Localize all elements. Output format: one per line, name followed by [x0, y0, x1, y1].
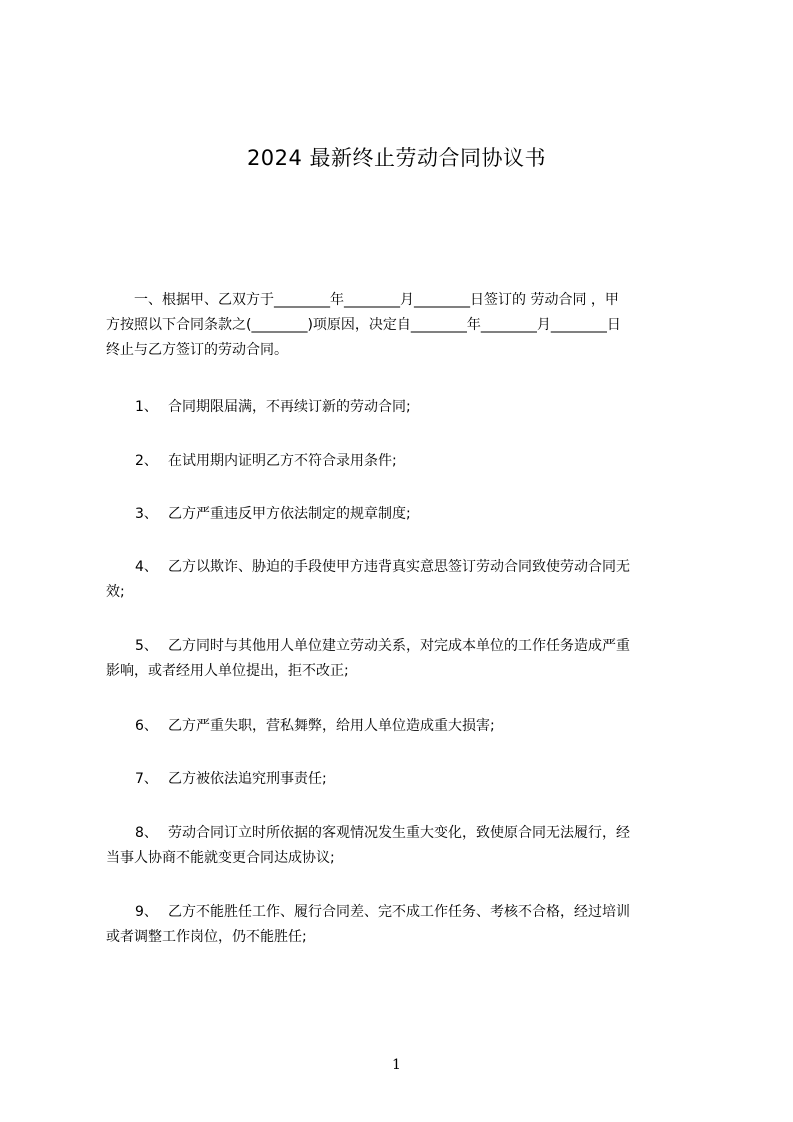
clause-text-continued: 当事人协商不能就变更合同达成协议;	[106, 850, 335, 866]
clause-item-1	[106, 395, 700, 420]
clause-text: 乙方不能胜任工作、履行合同差、完不成工作任务、考核不合格，经过培训	[168, 904, 630, 920]
clause-number: 4、	[135, 559, 158, 575]
clause-number: 3、	[135, 506, 158, 522]
page-number: 1	[392, 1057, 401, 1073]
clause-item-2	[106, 449, 700, 474]
clause-text: 乙方以欺诈、胁迫的手段使甲方违背真实意思签订劳动合同致使劳动合同无	[168, 559, 630, 575]
clause-text: 乙方同时与其他用人单位建立劳动关系，对完成本单位的工作任务造成严重	[168, 638, 630, 654]
clause-item-6	[106, 714, 700, 739]
clause-item-8	[106, 821, 700, 871]
clause-item-9	[106, 900, 700, 950]
clause-item-3	[106, 502, 700, 527]
clause-number: 8、	[135, 825, 158, 841]
clause-text: 乙方严重违反甲方依法制定的规章制度;	[168, 506, 411, 522]
intro-line-1: 一、根据甲、乙双方于________年________月________日签订的 劳动合同 ，甲	[106, 292, 619, 308]
clause-number: 2、	[135, 453, 158, 469]
clause-text-continued: 影响，或者经用人单位提出，拒不改正;	[106, 663, 349, 679]
clause-item-5	[106, 634, 700, 684]
clause-number: 9、	[135, 904, 158, 920]
clause-text: 在试用期内证明乙方不符合录用条件;	[168, 453, 397, 469]
clause-item-7	[106, 767, 700, 792]
document-title: 2024 最新终止劳动合同协议书	[246, 146, 547, 170]
clause-number: 7、	[135, 771, 158, 787]
clause-text: 劳动合同订立时所依据的客观情况发生重大变化，致使原合同无法履行，经	[168, 825, 630, 841]
clause-text: 合同期限届满，不再续订新的劳动合同;	[168, 399, 411, 415]
intro-paragraph	[106, 288, 700, 363]
clause-number: 6、	[135, 718, 158, 734]
intro-line-2: 方按照以下合同条款之(________)项原因，决定自________年________月________日	[106, 317, 621, 333]
clause-text-continued: 效;	[106, 584, 125, 600]
clause-text-continued: 或者调整工作岗位，仍不能胜任;	[106, 929, 307, 945]
intro-line-3: 终止与乙方签订的劳动合同。	[106, 342, 288, 358]
clause-item-4	[106, 555, 700, 605]
clause-number: 1、	[135, 399, 158, 415]
clause-number: 5、	[135, 638, 158, 654]
clause-text: 乙方严重失职，营私舞弊，给用人单位造成重大损害;	[168, 718, 495, 734]
clause-text: 乙方被依法追究刑事责任;	[168, 771, 327, 787]
